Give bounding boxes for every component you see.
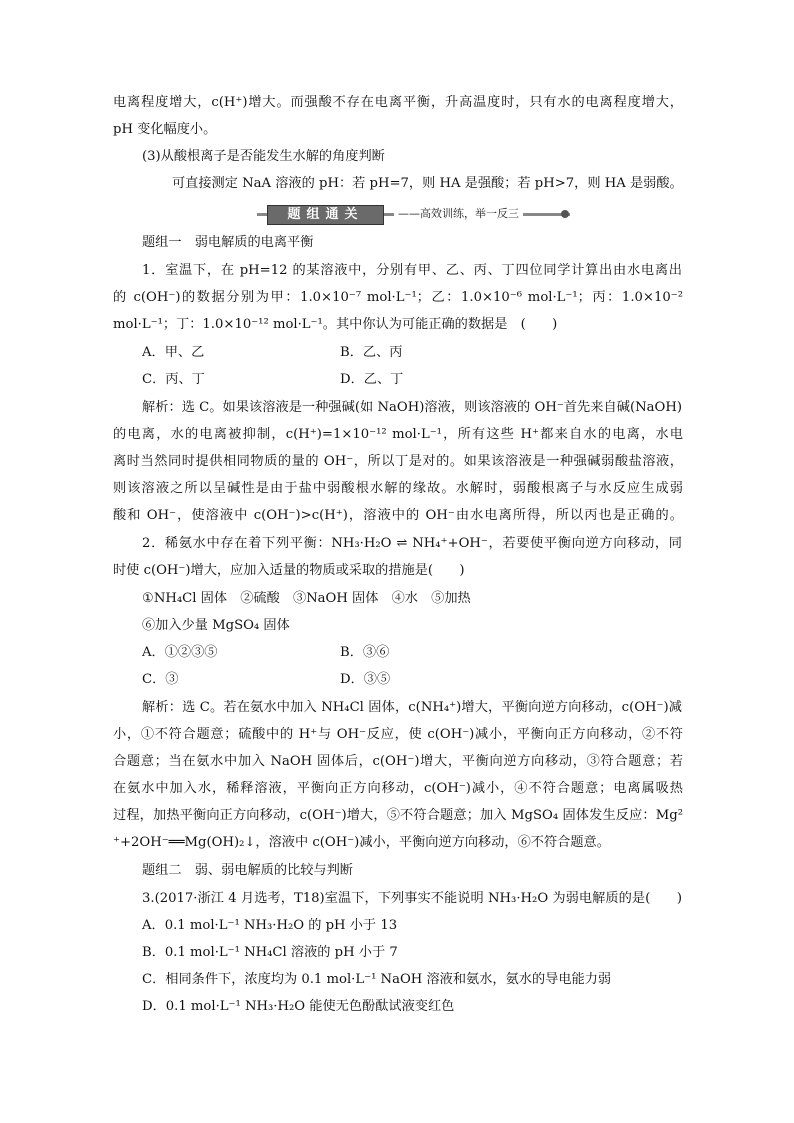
subheading: (3)从酸根离子是否能发生水解的角度判断 — [142, 149, 385, 164]
section-banner — [257, 205, 570, 223]
analysis-line: 过程，加热平衡向正方向移动，c(OH⁻)增大，⑤不符合题意；加入 MgSO₄ 固体发生反应：Mg² — [113, 808, 683, 823]
analysis-line: 的电离，水的电离被抑制，c(H⁺)=1×10⁻¹² mol·L⁻¹，所有这些 H⁺都来自水的电离，水电 — [113, 427, 683, 442]
option-d: D．乙、丁 — [340, 372, 404, 387]
option-a: A．甲、乙 — [142, 345, 205, 360]
option-a: A．①②③⑤ — [142, 645, 218, 660]
analysis-line: 则该溶液之所以呈碱性是由于盐中弱酸根水解的缘故。水解时，弱酸根离子与水反应生成弱 — [113, 481, 683, 496]
group-title: 题组一 弱电解质的电离平衡 — [142, 235, 314, 250]
text-line: 可直接测定 NaA 溶液的 pH：若 pH=7，则 HA 是强酸；若 pH>7，则 HA 是弱酸。 — [172, 176, 683, 191]
text-line: 电离程度增大，c(H⁺)增大。而强酸不存在电离平衡，升高温度时，只有水的电离程度增大， — [113, 95, 683, 110]
banner-slogan: ——高效训练，举一反三 — [394, 205, 523, 223]
text-line: pH 变化幅度小。 — [113, 122, 217, 137]
question-2-line: 2．稀氨水中存在着下列平衡：NH₃·H₂O ⇌ NH₄⁺+OH⁻，若要使平衡向逆方向移动，同 — [142, 536, 682, 551]
analysis-line: 解析：选 C。若在氨水中加入 NH₄Cl 固体，c(NH₄⁺)增大，平衡向逆方向移动，c(OH⁻)减 — [142, 700, 682, 715]
option-b: B．乙、丙 — [340, 345, 403, 360]
banner-title: 题组通关 — [267, 205, 384, 225]
option-b: B．③⑥ — [340, 645, 390, 660]
analysis-line: 合题意；当在氨水中加入 NaOH 固体后，c(OH⁻)增大，平衡向逆方向移动，③符合题意；若 — [113, 754, 683, 769]
analysis-line: 酸和 OH⁻，使溶液中 c(OH⁻)>c(H⁺)，溶液中的 OH⁻由水电离所得，所以丙也是正确的。 — [113, 508, 683, 523]
analysis-line: ⁺+2OH⁻══Mg(OH)₂↓，溶液中 c(OH⁻)减小，平衡向逆方向移动，⑥不符合题意。 — [113, 835, 610, 850]
analysis-line: 在氨水中加入水，稀释溶液，平衡向正方向移动，c(OH⁻)减小，④不符合题意；电离属吸热 — [113, 781, 683, 796]
question-1-line: 的 c(OH⁻)的数据分别为甲：1.0×10⁻⁷ mol·L⁻¹；乙：1.0×10⁻⁶ mol·L⁻¹；丙：1.0×10⁻² — [113, 290, 683, 305]
option-c: C．丙、丁 — [142, 372, 205, 387]
question-1-line: 1．室温下，在 pH=12 的某溶液中，分别有甲、乙、丙、丁四位同学计算出由水电离出 — [142, 263, 682, 278]
question-2-items: ⑥加入少量 MgSO₄ 固体 — [142, 618, 290, 633]
option-b: B．0.1 mol·L⁻¹ NH₄Cl 溶液的 pH 小于 7 — [142, 945, 398, 960]
question-2-line: 时使 c(OH⁻)增大，应加入适量的物质或采取的措施是( ) — [113, 563, 465, 578]
option-d: D．0.1 mol·L⁻¹ NH₃·H₂O 能使无色酚酞试液变红色 — [142, 999, 455, 1014]
analysis-line: 离时当然同时提供相同物质的量的 OH⁻，所以丁是对的。如果该溶液是一种强碱弱酸盐溶液， — [113, 454, 683, 469]
banner-dot-icon — [561, 210, 569, 218]
option-a: A．0.1 mol·L⁻¹ NH₃·H₂O 的 pH 小于 13 — [142, 918, 398, 933]
group-title: 题组二 弱、弱电解质的比较与判断 — [142, 863, 353, 878]
question-3-stem: 3.(2017·浙江 4 月选考，T18)室温下，下列事实不能说明 NH₃·H₂O 为弱电解质的是( ) — [142, 891, 682, 906]
analysis-line: 小，①不符合题意；硫酸中的 H⁺与 OH⁻反应，使 c(OH⁻)减小，平衡向正方向移动，②不符 — [113, 727, 683, 742]
question-1-line: mol·L⁻¹；丁：1.0×10⁻¹² mol·L⁻¹。其中你认为可能正确的数据是 ( ) — [113, 317, 558, 332]
analysis-line: 解析：选 C。如果该溶液是一种强碱(如 NaOH)溶液，则该溶液的 OH⁻首先来自碱(NaOH) — [142, 400, 682, 415]
option-c: C．相同条件下，浓度均为 0.1 mol·L⁻¹ NaOH 溶液和氨水，氨水的导电能力弱 — [142, 972, 612, 987]
option-c: C．③ — [142, 672, 179, 687]
option-d: D．③⑤ — [340, 672, 391, 687]
question-2-items: ①NH₄Cl 固体 ②硫酸 ③NaOH 固体 ④水 ⑤加热 — [142, 591, 471, 606]
